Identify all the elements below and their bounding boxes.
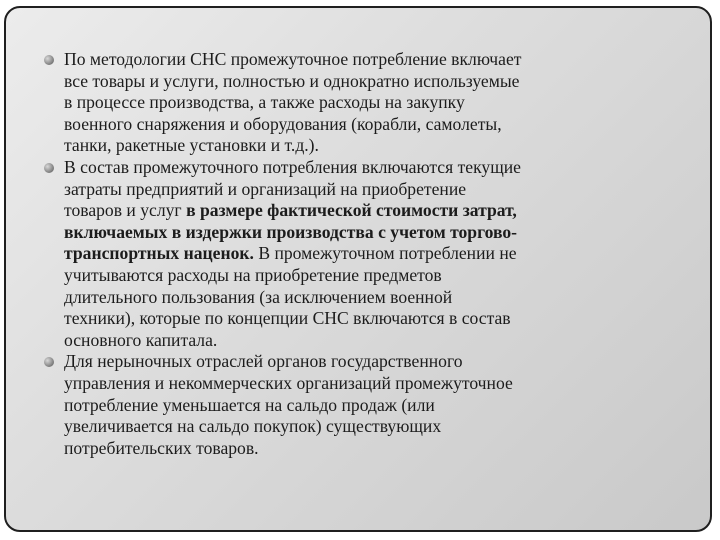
bullet-text-line: длительного пользования (за исключением военной — [64, 286, 453, 307]
bullet-text-line: техники), которые по концепции СНС включаются в состав — [64, 308, 511, 329]
bullet-text-line: В состав промежуточного потребления включаются текущие — [64, 156, 521, 177]
bullet-text-line: потребительских товаров. — [64, 437, 259, 458]
bullet-text-line: все товары и услуги, полностью и однократно используемые — [64, 70, 520, 91]
bullet-text-normal: товаров и услуг — [64, 200, 187, 221]
bullet-dot-icon — [44, 55, 54, 65]
bullet-text-bold: включаемых в издержки производства с учетом торгово- — [64, 221, 518, 242]
bullet-text-line-mixed — [64, 200, 682, 222]
bullet-dot-icon — [44, 357, 54, 367]
bullet-item-3 — [42, 351, 682, 459]
bullet-list — [42, 49, 682, 459]
bullet-text-line: управления и некоммерческих организаций промежуточное — [64, 372, 513, 393]
bullet-text-line: военного снаряжения и оборудования (корабли, самолеты, — [64, 113, 502, 134]
bullet-text-line: танки, ракетные установки и т.д.). — [64, 135, 319, 156]
bullet-text-line: потребление уменьшается на сальдо продаж (или — [64, 394, 435, 415]
bullet-text-normal: В промежуточном потреблении не — [253, 243, 517, 264]
bullet-item-1 — [42, 49, 682, 157]
bullet-text-line: основного капитала. — [64, 329, 218, 350]
content-panel — [4, 6, 712, 532]
bullet-text-line: в процессе производства, а также расходы на закупку — [64, 92, 465, 113]
bullet-item-2 — [42, 157, 682, 351]
bullet-text-line: По методологии СНС промежуточное потребление включает — [64, 49, 522, 69]
bullet-text-line: затраты предприятий и организаций на приобретение — [64, 178, 467, 199]
bullet-text-line: увеличивается на сальдо покупок) существующих — [64, 416, 442, 437]
bullet-text-line: Для нерыночных отраслей органов государственного — [64, 351, 463, 372]
bullet-text-line-mixed — [64, 243, 682, 265]
bullet-text-bold: в размере фактической стоимости затрат, — [186, 200, 517, 221]
bullet-text-bold: транспортных наценок. — [64, 243, 254, 264]
bullet-text-line: учитываются расходы на приобретение предметов — [64, 264, 442, 285]
bullet-dot-icon — [44, 163, 54, 173]
